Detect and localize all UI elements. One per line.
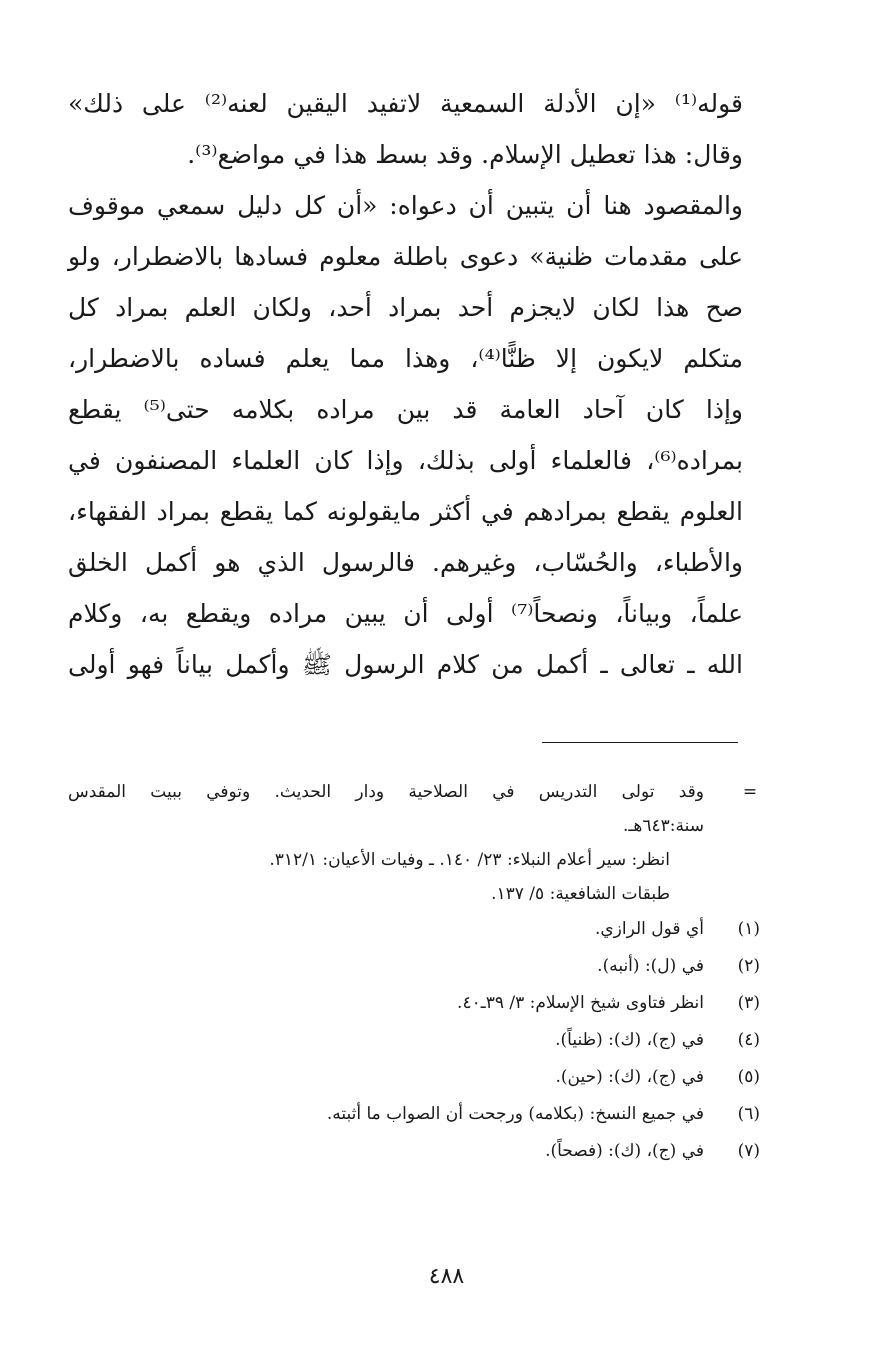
main-text-line: والأطباء، والحُسّاب، وغيرهم. فالرسول الذي هو أكمل الخلق <box>68 548 743 577</box>
footnote-item <box>68 1022 760 1059</box>
footnote-number: (٢) <box>737 956 760 976</box>
main-text-line: قوله⁽¹⁾ «إن الأدلة السمعية لاتفيد اليقين لعنه⁽²⁾ على ذلك» <box>68 89 743 118</box>
main-text-line: علماً، وبياناً، ونصحاً⁽⁷⁾ أولى أن يبين مراده ويقطع به، وكلام <box>68 599 744 628</box>
main-text-line: وقال: هذا تعطيل الإسلام. وقد بسط هذا في مواضع⁽³⁾. <box>187 140 743 169</box>
footnote-text: في جميع النسخ: (بكلامه) ورجحت أن الصواب ما أثبته. <box>326 1104 704 1124</box>
main-text-line: على مقدمات ظنية» دعوى باطلة معلوم فسادها بالاضطرار، ولو <box>68 242 743 271</box>
footnotes-block <box>68 775 760 1170</box>
footnote-continuation <box>68 775 760 911</box>
footnote-text: انظر فتاوى شيخ الإسلام: ٣/ ٣٩ـ٤٠. <box>457 993 704 1013</box>
footnote-item <box>68 1059 760 1096</box>
footnote-item <box>68 985 760 1022</box>
footnote-item <box>68 1096 760 1133</box>
footnote-number: (١) <box>737 919 760 939</box>
main-text-line: الله ـ تعالى ـ أكمل من كلام الرسول ﷺ وأكمل بياناً فهو أولى <box>68 650 743 679</box>
main-text-line: وإذا كان آحاد العامة قد بين مراده بكلامه حتى⁽⁵⁾ يقطع <box>68 395 743 424</box>
footnote-number: (٣) <box>737 993 760 1013</box>
footnote-item <box>68 948 760 985</box>
footnote-number: (٥) <box>737 1067 760 1087</box>
footnote-continuation-line: سنة:٦٤٣هـ. <box>623 816 704 836</box>
main-text-line: بمراده⁽⁶⁾، فالعلماء أولى بذلك، وإذا كان العلماء المصنفون في <box>68 446 743 475</box>
footnote-text: أي قول الرازي. <box>594 919 704 939</box>
main-text-line: والمقصود هنا أن يتبين أن دعواه: «أن كل دليل سمعي موقوف <box>68 191 743 220</box>
footnote-text: في (ج)، (ك): (ظنياً). <box>555 1030 704 1050</box>
footnote-number: (٧) <box>737 1141 760 1161</box>
footnote-number: (٦) <box>737 1104 760 1124</box>
footnote-item <box>68 1133 760 1170</box>
main-text-line: صح هذا لكان لايجزم أحد بمراد أحد، ولكان العلم بمراد كل <box>68 293 743 322</box>
footnote-text: في (ل): (أنبه). <box>597 956 704 976</box>
footnote-continuation-line: وقد تولى التدريس في الصلاحية ودار الحديث. وتوفي ببيت المقدس <box>68 782 704 802</box>
footnote-text: في (ج)، (ك): (حين). <box>555 1067 704 1087</box>
page-number: ٤٨٨ <box>428 1264 465 1289</box>
footnote-separator <box>542 742 738 743</box>
footnote-item <box>68 911 760 948</box>
footnote-text: في (ج)، (ك): (فصحاً). <box>545 1141 704 1161</box>
footnote-number: (٤) <box>737 1030 760 1050</box>
main-text-line: متكلم لايكون إلا ظنًّا⁽⁴⁾، وهذا مما يعلم فساده بالاضطرار، <box>68 344 743 373</box>
main-text-line: العلوم يقطع بمرادهم في أكثر مايقولونه كما يقطع بمراد الفقهاء، <box>68 497 743 526</box>
footnote-reference-line: طبقات الشافعية: ٥/ ١٣٧. <box>491 884 670 904</box>
footnote-reference-line: انظر: سير أعلام النبلاء: ٢٣/ ١٤٠. ـ وفيات الأعيان: ٣١٢/١. <box>269 850 670 870</box>
main-text-block <box>68 78 743 690</box>
continuation-marker: = <box>742 782 758 802</box>
